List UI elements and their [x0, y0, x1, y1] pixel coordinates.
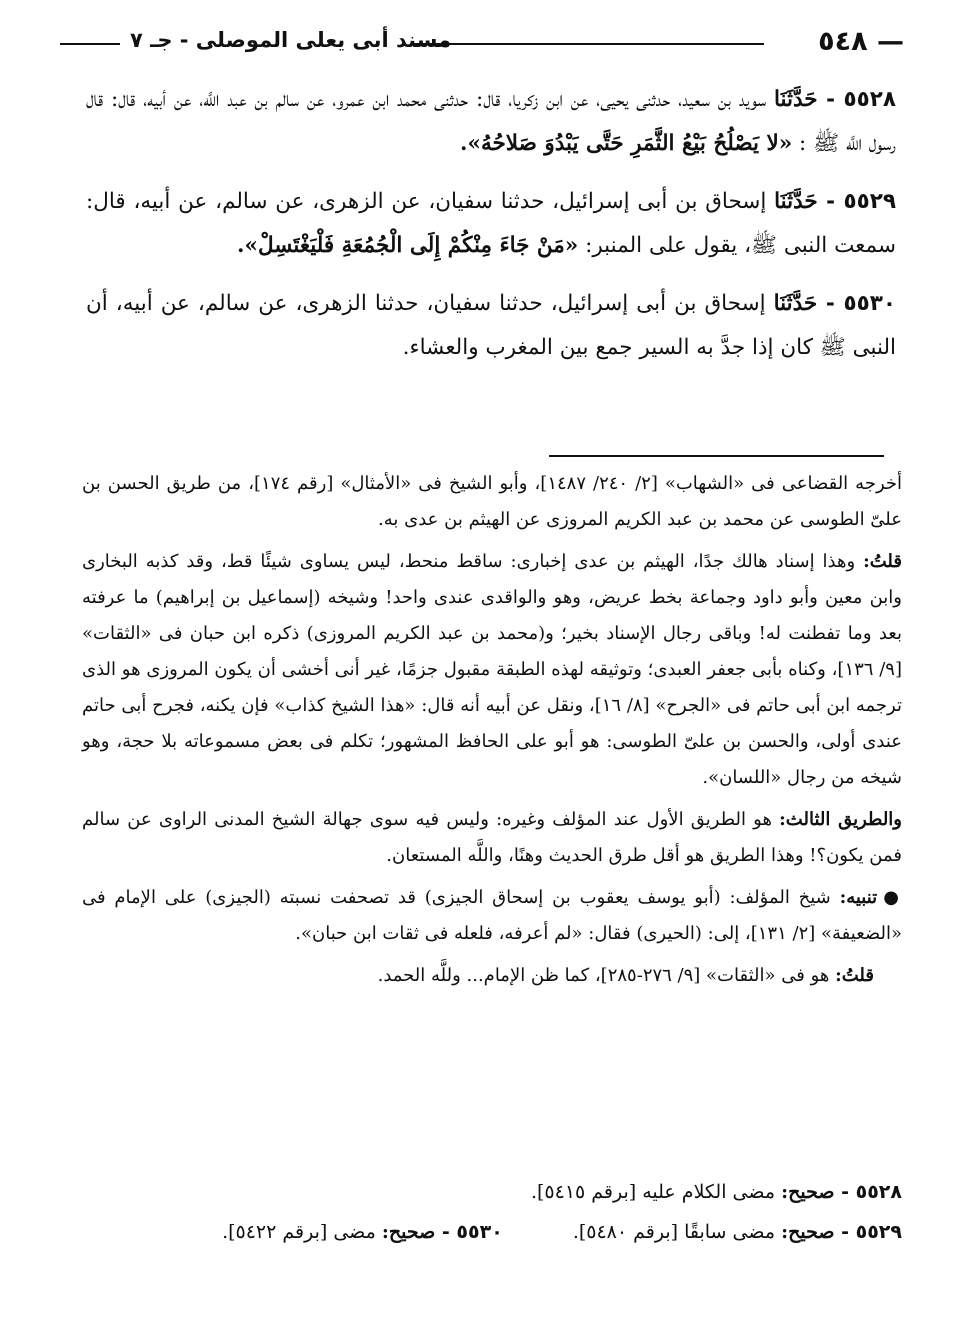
bullet-icon: ● [883, 887, 902, 908]
footnote-text: أخرجه القضاعى فى «الشهاب» [٢/ ٢٤٠/ ١٤٨٧]، وأبو الشيخ فى «الأمثال» [رقم ١٧٤]، من طريق الحسن بن علىّ الطوسى عن محمد بن عبد الكريم المروزى عن الهيثم بن عدى به. [82, 473, 903, 530]
grade-number: ٥٥٢٨ [855, 1181, 902, 1203]
hadith-number: ٥٥٢٩ [843, 189, 896, 214]
hadith-5528: ٥٥٢٨ - حَدَّثَنَا سويد بن سعيد، حدثنى يحيى، عن ابن زكريا، قال: حدثنى محمد ابن عمرو، عن سالم بن عبد اللَّه، عن أبيه، قال: قال رسول اللَّه ﷺ : «لا يَصْلُحُ بَيْعُ الثَّمَرِ حَتَّى يَبْدُوَ صَلاحُهُ». [86, 87, 896, 156]
grade-5529: ٥٥٢٩ - صحيح: مضى سابقًا [برقم ٥٤٨٠]. [572, 1221, 902, 1243]
page-number-value: ٥٤٨ [818, 26, 868, 57]
grade-text: مضى [برقم ٥٤٢٢]. [222, 1221, 376, 1243]
hadith-text [86, 78, 896, 384]
hadith-opener: حَدَّثَنَا [773, 291, 818, 316]
footnote-lead: تنبيه: [839, 887, 878, 908]
footnote-lead: قلتُ: [863, 551, 902, 572]
grade-text: مضى الكلام عليه [برقم ٥٤١٥]. [530, 1181, 776, 1203]
grade-number: ٥٥٣٠ [456, 1221, 503, 1243]
hadith-5529: ٥٥٢٩ - حَدَّثَنَا إسحاق بن أبى إسرائيل، حدثنا سفيان، عن الزهرى، عن سالم، عن أبيه، قال: سمعت النبى ﷺ، يقول على المنبر: «مَنْ جَاءَ مِنْكُمْ إِلَى الْجُمُعَةِ فَلْيَغْتَسِلْ». [86, 189, 896, 258]
footnote-lead: قلتُ: [835, 965, 874, 986]
hadith-5530: ٥٥٣٠ - حَدَّثَنَا إسحاق بن أبى إسرائيل، حدثنا سفيان، حدثنا الزهرى، عن سالم، عن أبيه، أن النبى ﷺ كان إذا جدَّ به السير جمع بين المغرب والعشاء. [86, 291, 896, 360]
footnote-final-remark [82, 958, 902, 994]
grading-notes [82, 1172, 902, 1252]
footnote-third-route [82, 802, 902, 874]
grade-row [82, 1212, 902, 1252]
hadith-quote: «مَنْ جَاءَ مِنْكُمْ إِلَى الْجُمُعَةِ فَلْيَغْتَسِلْ». [237, 233, 579, 258]
page-header [60, 24, 904, 64]
footnote-text: هو الطريق الأول عند المؤلف وغيره: وليس فيه سوى جهالة الشيخ المدنى الراوى عن سالم فمن يكون؟! وهذا الطريق هو أقل طرق الحديث وهنًا، واللَّه المستعان. [82, 809, 902, 866]
footnote-comment [82, 544, 902, 796]
hadith-number: ٥٥٣٠ [843, 291, 896, 316]
footnote-lead: والطريق الثالث: [779, 809, 902, 830]
hadith-body: سويد بن سعيد، حدثنى يحيى، عن ابن زكريا، قال: حدثنى محمد ابن عمرو، عن سالم بن عبد اللَّه، عن أبيه، قال: قال رسول اللَّه ﷺ : [86, 87, 896, 156]
hadith-opener: حَدَّثَنَا [774, 189, 818, 214]
header-rule-end [60, 43, 120, 45]
running-title: مسند أبى يعلى الموصلى - جـ ٧ [130, 28, 452, 52]
footnote-text: وهذا إسناد هالك جدًا، الهيثم بن عدى إخبارى: ساقط منحط، ليس يساوى شيئًا قط، وقد كذبه البخارى وابن معين وأبو داود وجماعة بخط عريض، وهو والواقدى عندى واحد! وشيخه (إسماعيل بن إبراهيم) ما عرفته بعد وما تفطنت له! وباقى رجال الإسناد بخير؛ و(محمد بن عبد الكريم المروزى) ذكره ابن حبان فى «الثقات» [٩/ ١٣٦]، وكناه بأبى جعفر العبدى؛ وتوثيقه لهذه الطبقة مقبول جزمًا، غير أنى أخشى أن يكون المروزى هو الذى ترجمه ابن أبى حاتم فى «الجرح» [٨/ ١٦]، ونقل عن أبيه أنه قال: «هذا الشيخ كذاب» فإن يكنه، فجرح أبى حاتم عندى أولى، والحسن بن علىّ الطوسى: هو أبو على الحافظ المشهور؛ تكلم فى بعض مسموعاته بلا حجة، وهو شيخه من رجال «اللسان». [82, 551, 902, 788]
footnote-text: هو فى «الثقات» [٩/ ٢٧٦-٢٨٥]، كما ظن الإمام... وللَّه الحمد. [377, 965, 830, 986]
grade-label: صحيح: [781, 1221, 835, 1243]
grade-5530: ٥٥٣٠ - صحيح: مضى [برقم ٥٤٢٢]. [222, 1221, 503, 1243]
hadith-number: ٥٥٢٨ [843, 87, 896, 112]
hadith-quote: «لا يَصْلُحُ بَيْعُ الثَّمَرِ حَتَّى يَبْدُوَ صَلاحُهُ». [460, 131, 793, 156]
grade-label: صحيح: [381, 1221, 436, 1243]
hadith-opener: حَدَّثَنَا [774, 87, 818, 112]
hadith-body: إسحاق بن أبى إسرائيل، حدثنا سفيان، عن الزهرى، عن سالم، عن أبيه، قال: سمعت النبى ﷺ، يقول على المنبر: [86, 189, 896, 258]
grade-5528: ٥٥٢٨ - صحيح: مضى الكلام عليه [برقم ٥٤١٥]. [530, 1181, 902, 1203]
grade-text: مضى سابقًا [برقم ٥٤٨٠]. [572, 1221, 776, 1243]
footnote-notice [82, 880, 902, 952]
grade-label: صحيح: [781, 1181, 835, 1203]
header-rule [410, 43, 764, 45]
grade-number: ٥٥٢٩ [855, 1221, 902, 1243]
hadith-body: إسحاق بن أبى إسرائيل، حدثنا سفيان، حدثنا الزهرى، عن سالم، عن أبيه، أن النبى ﷺ كان إذا جدَّ به السير جمع بين المغرب والعشاء. [86, 291, 896, 360]
footnote-takhrij [82, 466, 902, 538]
page-number: — ٥٤٨ [818, 26, 904, 57]
footnote-text: شيخ المؤلف: (أبو يوسف يعقوب بن إسحاق الجيزى) قد تصحفت نسبته (الجيزى) على الإمام فى «الضعيفة» [٢/ ١٣١]، إلى: (الحيرى) فقال: «لم أعرفه، فلعله فى ثقات ابن حبان». [82, 887, 902, 944]
footnotes [82, 466, 902, 1000]
footnote-divider [549, 455, 884, 457]
